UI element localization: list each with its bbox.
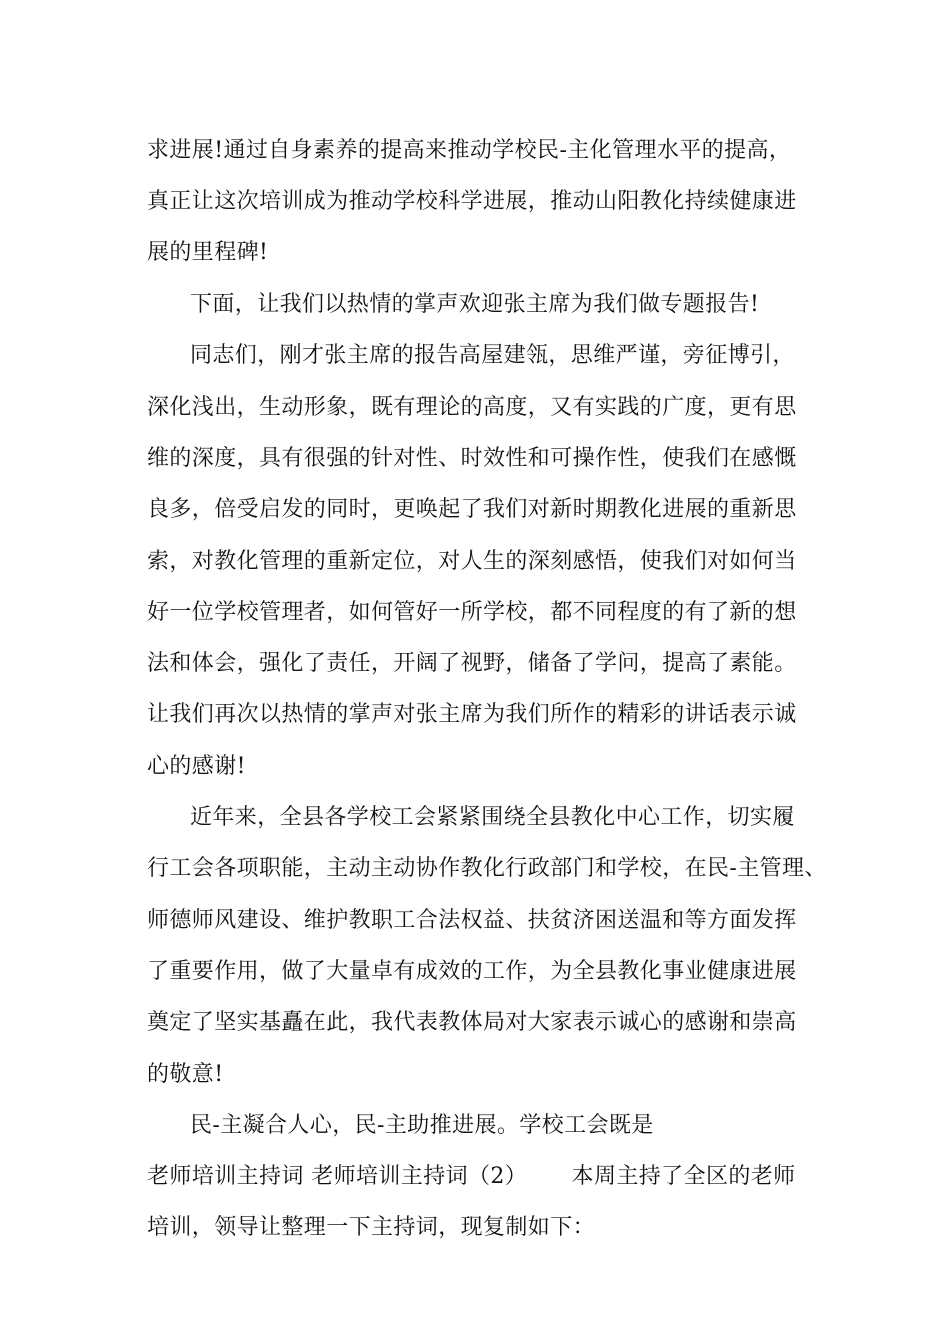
text-line: 让我们再次以热情的掌声对张主席为我们所作的精彩的讲话表示诚	[147, 702, 797, 727]
text-line: 同志们，刚才张主席的报告高屋建瓴，思维严谨，旁征博引，	[190, 343, 795, 368]
text-line: 近年来，全县各学校工会紧紧围绕全县教化中心工作，切实履	[190, 805, 795, 830]
text-line: 培训，领导让整理一下主持词，现复制如下：	[147, 1215, 596, 1240]
text-line: 深化浅出，生动形象，既有理论的高度，又有实践的广度，更有思	[147, 395, 797, 420]
text-line: 维的深度，具有很强的针对性、时效性和可操作性，使我们在感慨	[147, 446, 797, 471]
text-line: 行工会各项职能，主动主动协作教化行政部门和学校，在民-主管理、	[147, 856, 827, 881]
text-line: 师德师风建设、维护教职工合法权益、扶贫济困送温和等方面发挥	[147, 908, 797, 933]
text-line: 求进展!通过自身素养的提高来推动学校民-主化管理水平的提高，	[147, 138, 792, 163]
text-line: 法和体会，强化了责任，开阔了视野，储备了学问，提高了素能。	[147, 651, 797, 676]
text-line: 的敬意!	[147, 1062, 224, 1087]
text-line: 良多，倍受启发的同时，更唤起了我们对新时期教化进展的重新思	[147, 497, 797, 522]
text-line: 心的感谢!	[147, 754, 246, 779]
text-line: 好一位学校管理者，如何管好一所学校，都不同程度的有了新的想	[147, 600, 797, 625]
text-line: 奠定了坚实基矗在此，我代表教体局对大家表示诚心的感谢和崇高	[147, 1010, 797, 1035]
text-line: 索，对教化管理的重新定位，对人生的深刻感悟，使我们对如何当	[147, 549, 797, 574]
text-line: 民-主凝合人心，民-主助推进展。学校工会既是	[190, 1113, 654, 1138]
text-line: 真正让这次培训成为推动学校科学进展，推动山阳教化持续健康进	[147, 189, 797, 214]
text-line: 老师培训主持词 老师培训主持词（2） 本周主持了全区的老师	[147, 1164, 796, 1189]
text-line: 了重要作用，做了大量卓有成效的工作，为全县教化事业健康进展	[147, 959, 797, 984]
text-line: 展的里程碑!	[147, 240, 269, 265]
text-line: 下面，让我们以热情的掌声欢迎张主席为我们做专题报告!	[190, 292, 760, 317]
